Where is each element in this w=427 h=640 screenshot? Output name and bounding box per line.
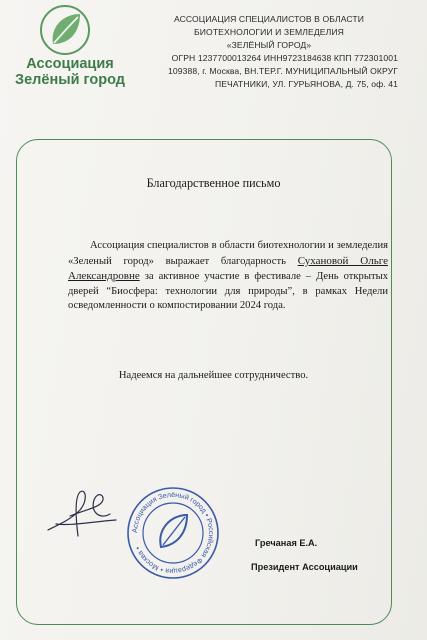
header-line-6: ПЕЧАТНИКИ, УЛ. ГУРЬЯНОВА, Д. 75, оф. 41: [214, 79, 398, 89]
body-part-2: за активное участие в фестивале – День открытых дверей “Биосфера: технологии для природы”, в рамках Недели осведомленности о компостировании 2024 года.: [68, 271, 388, 312]
signer-position: Президент Ассоциации: [251, 562, 358, 572]
closing-line: Надеемся на дальнейшее сотрудничество.: [118, 370, 309, 381]
seal-leaf-icon: [160, 515, 187, 547]
leaf-icon: [34, 4, 96, 56]
header-line-2: БИОТЕХНОЛОГИИ И ЗЕМЛЕДЕЛИЯ: [194, 27, 344, 37]
seal-ring-text: Ассоциация Зелёный город • Российская Федерация • Москва •: [129, 489, 217, 577]
letter-body: [68, 239, 388, 314]
association-seal: [125, 485, 221, 581]
logo-name-line1: Ассоциация: [26, 56, 114, 72]
recipient-name: Сухановой Ольге Александровне: [68, 254, 388, 283]
handwritten-signature: [40, 480, 126, 542]
letter-title: Благодарственное письмо: [146, 176, 281, 190]
header-line-5: 109388, г. Москва, ВН.ТЕР.Г. МУНИЦИПАЛЬНЫЙ ОКРУГ: [167, 66, 398, 76]
body-part-1: Ассоциация специалистов в области биотехнологии и земледелия «Зеленый город» выражает благодарность: [68, 240, 388, 267]
header-line-3: «ЗЕЛЁНЫЙ ГОРОД»: [226, 40, 312, 50]
letterhead-requisites: [140, 13, 398, 91]
logo-name: [4, 56, 136, 88]
logo-name-line2: Зелёный город: [15, 72, 125, 88]
header-line-4: ОГРН 1237700013264 ИНН9723184638 КПП 772301001: [171, 53, 398, 63]
header-line-1: АССОЦИАЦИЯ СПЕЦИАЛИСТОВ В ОБЛАСТИ: [173, 14, 365, 24]
signer-name: Гречаная Е.А.: [255, 538, 318, 548]
